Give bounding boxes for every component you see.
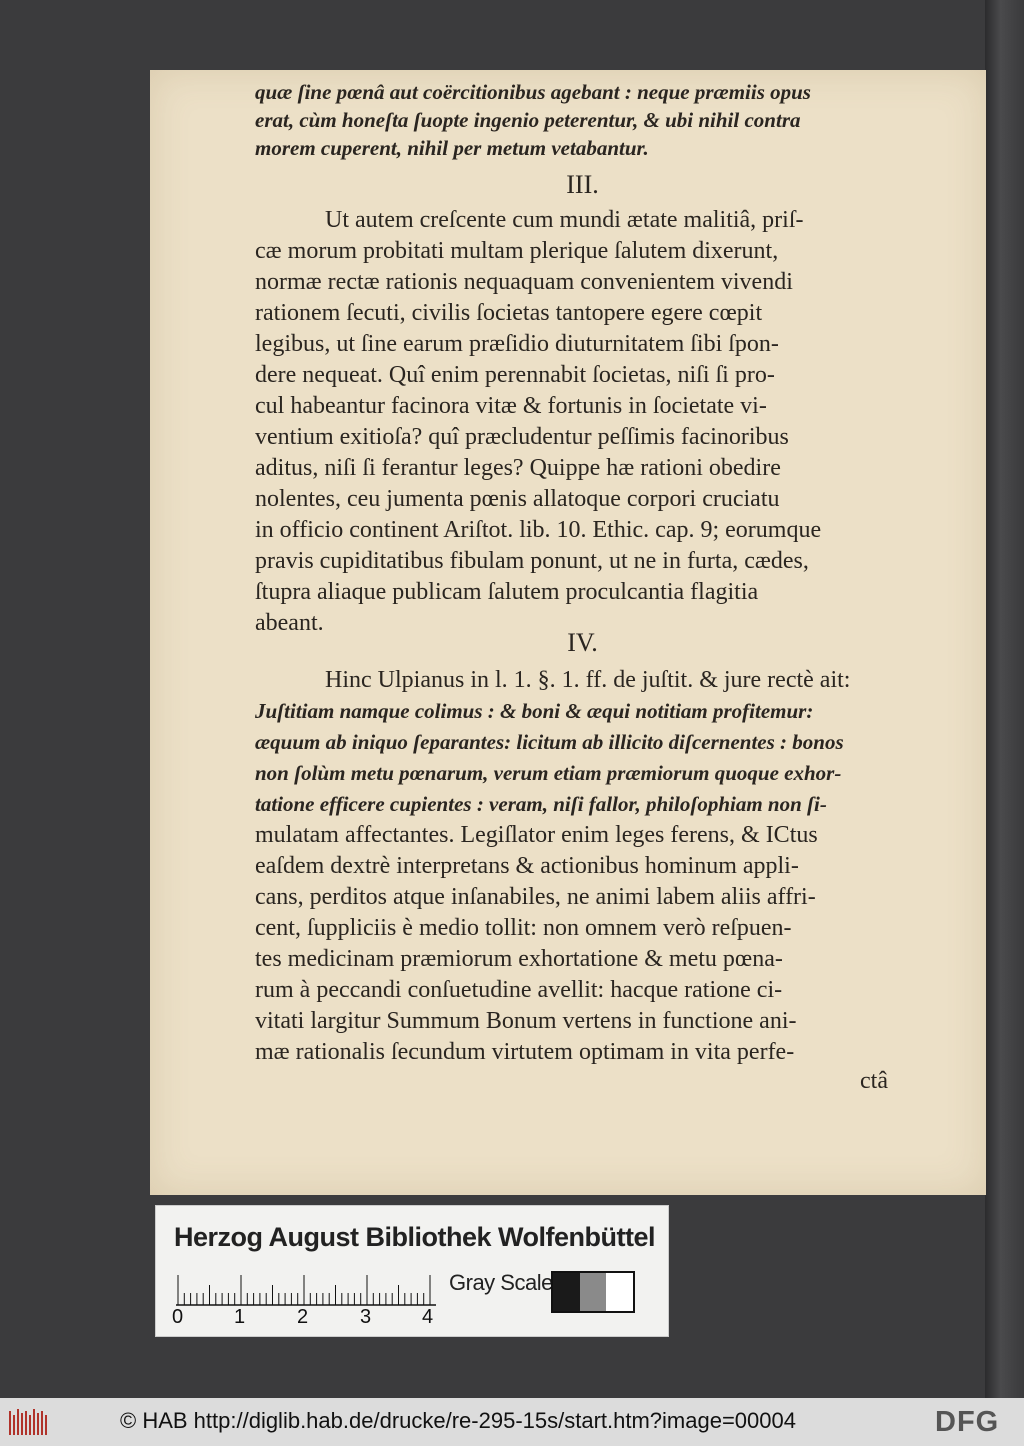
text-line: pravis cupiditatibus fibulam ponunt, ut ne in furta, cædes, (255, 548, 809, 574)
text-line: rationem ſecuti, civilis ſocietas tantopere egere cœpit (255, 300, 763, 326)
text-line: tatione efficere cupientes : veram, niſi fallor, philoſophiam non ſi- (255, 792, 827, 816)
ruler-number: 3 (360, 1306, 372, 1328)
book-edge (985, 0, 1024, 1398)
gray-scale-swatch (551, 1271, 635, 1313)
footer-bar (0, 1398, 1024, 1446)
text-line: Hinc Ulpianus in l. 1. §. 1. ff. de juſtit. & jure rectè ait: (325, 667, 851, 693)
text-line: non ſolùm metu pœnarum, verum etiam præmiorum quoque exhor- (255, 761, 842, 785)
text-line: ſtupra aliaque publicam ſalutem proculcantia flagitia (255, 579, 759, 605)
library-color-card (155, 1205, 669, 1337)
library-name: Herzog August Bibliothek Wolfenbüttel (174, 1222, 655, 1252)
text-line: mæ rationalis ſecundum virtutem optimam in vita perfe- (255, 1039, 795, 1065)
ruler-number: 2 (297, 1306, 309, 1328)
ruler-number: 1 (234, 1306, 246, 1328)
text-line: cans, perditos atque inſanabiles, ne animi labem aliis affri- (255, 884, 816, 910)
ruler-scale (176, 1268, 436, 1306)
text-line: dere nequeat. Quî enim perennabit ſocietas, niſi ſi pro- (255, 362, 775, 388)
text-line: eaſdem dextrè interpretans & actionibus hominum appli- (255, 853, 799, 879)
text-line: rum à peccandi conſuetudine avellit: hacque ratione ci- (255, 977, 783, 1003)
text-line: nolentes, ceu jumenta pœnis allatoque corpori cruciatu (255, 486, 780, 512)
text-line: vitati largitur Summum Bonum vertens in functione ani- (255, 1008, 797, 1034)
text-line: Ut autem creſcente cum mundi ætate malitiâ, priſ- (325, 207, 804, 233)
source-url[interactable]: © HAB http://diglib.hab.de/drucke/re-295-15s/start.htm?image=00004 (120, 1408, 796, 1433)
text-line: mulatam affectantes. Legiſlator enim leges ferens, & ICtus (255, 822, 818, 848)
ruler-number: 0 (172, 1306, 184, 1328)
text-line: legibus, ut ſine earum præſidio diuturnitatem ſibi ſpon- (255, 331, 779, 357)
text-line: tes medicinam præmiorum exhortatione & metu pœna- (255, 946, 783, 972)
hab-logo-icon (8, 1407, 48, 1437)
text-line: morem cuperent, nihil per metum vetabantur. (255, 136, 649, 160)
text-line: erat, cùm honeſta ſuopte ingenio peterentur, & ubi nihil contra (255, 108, 801, 132)
text-line: cæ morum probitati multam plerique ſalutem dixerunt, (255, 238, 779, 264)
text-line: cent, ſuppliciis è medio tollit: non omnem verò reſpuen- (255, 915, 792, 941)
text-line: in officio continent Ariſtot. lib. 10. Ethic. cap. 9; eorumque (255, 517, 822, 543)
text-line: normæ rectæ rationis nequaquam convenientem vivendi (255, 269, 793, 295)
section-heading-iii: III. (566, 170, 599, 199)
text-line: aditus, niſi ſi ferantur leges? Quippe hæ rationi obedire (255, 455, 781, 481)
section-heading-iv: IV. (567, 628, 598, 657)
text-line: abeant. (255, 610, 324, 636)
ruler-number: 4 (422, 1306, 434, 1328)
text-line: Juſtitiam namque colimus : & boni & æqui notitiam profitemur: (255, 699, 814, 723)
gray-scale-label: Gray Scale (449, 1270, 553, 1295)
text-line: cul habeantur facinora vitæ & fortunis in ſocietate vi- (255, 393, 767, 419)
text-line: quæ ſine pœnâ aut coërcitionibus agebant : neque præmiis opus (255, 80, 811, 104)
catchword: ctâ (860, 1068, 888, 1094)
dfg-logo: DFG (935, 1406, 1000, 1438)
text-line: æquum ab iniquo ſeparantes: licitum ab illicito diſcernentes : bonos (255, 730, 844, 754)
text-line: ventium exitioſa? quî præcludentur peſſimis facinoribus (255, 424, 789, 450)
